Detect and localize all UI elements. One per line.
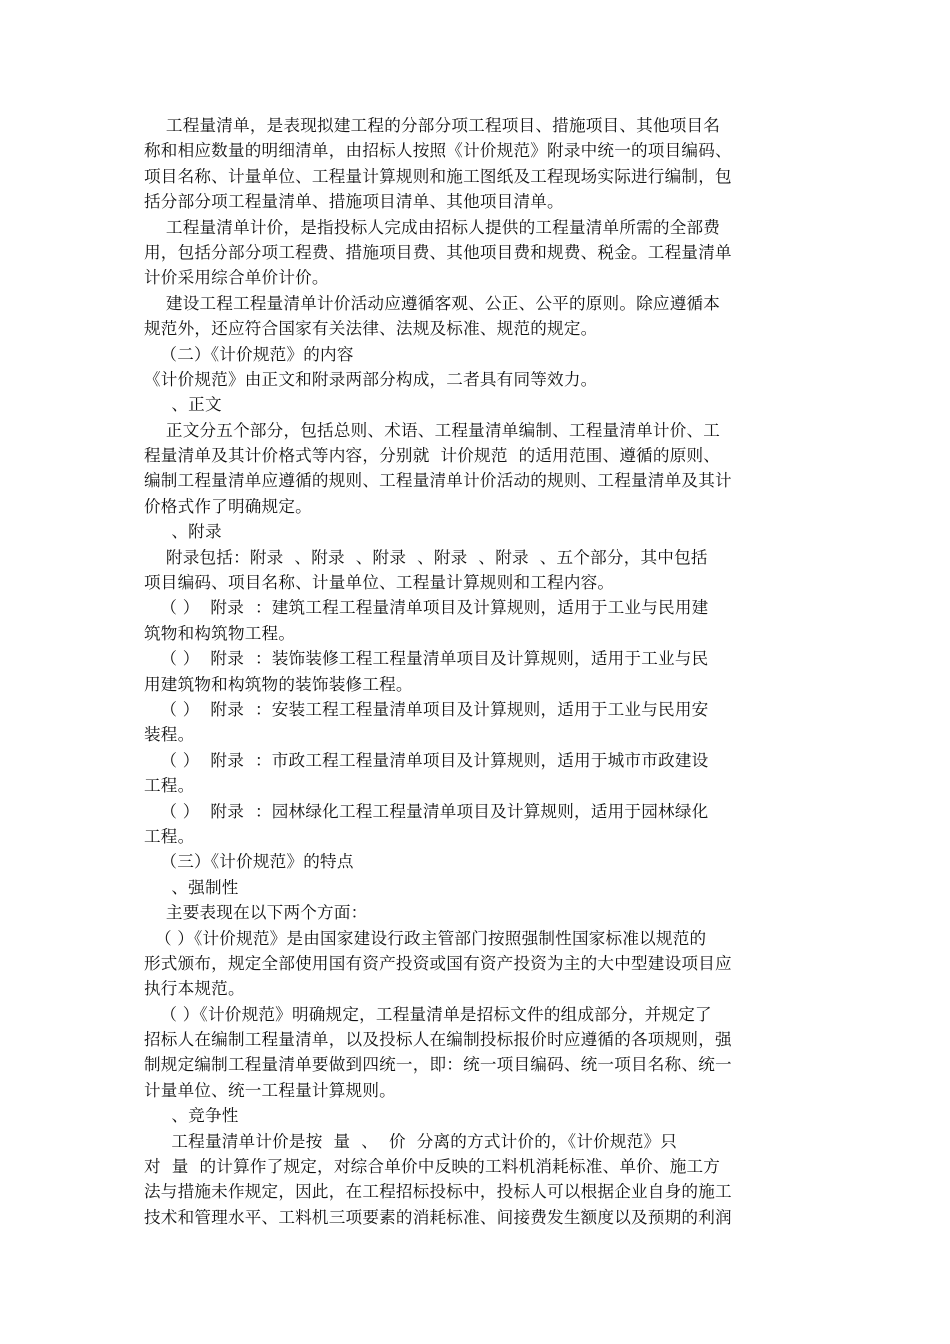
- text-line: 、竞争性: [144, 1106, 239, 1126]
- text-line: （ ） 附录 ：市政工程工程量清单项目及计算规则，适用于城市市政建设: [144, 750, 709, 770]
- text-line: （ ）《计价规范》是由国家建设行政主管部门按照强制性国家标准以规范的: [144, 928, 707, 948]
- text-line: 用，包括分部分项工程费、措施项目费、其他项目费和规费、税金。工程量清单: [144, 242, 732, 262]
- text-line: 用建筑物和构筑物的装饰装修工程。: [144, 674, 413, 694]
- text-line: （二）《计价规范》的内容: [144, 344, 354, 364]
- text-line: 括分部分项工程量清单、措施项目清单、其他项目清单。: [144, 192, 564, 212]
- text-line: 建设工程工程量清单计价活动应遵循客观、公正、公平的原则。除应遵循本: [144, 293, 721, 313]
- text-line: （三）《计价规范》的特点: [144, 852, 354, 872]
- text-line: 正文分五个部分，包括总则、术语、工程量清单编制、工程量清单计价、工: [144, 420, 721, 440]
- text-line: 价格式作了明确规定。: [144, 496, 312, 516]
- text-line: 计量单位、统一工程量计算规则。: [144, 1080, 396, 1100]
- text-line: 工程量清单计价，是指投标人完成由招标人提供的工程量清单所需的全部费: [144, 217, 721, 237]
- text-line: 装程。: [144, 725, 195, 745]
- text-line: 称和相应数量的明细清单，由招标人按照《计价规范》附录中统一的项目编码、: [144, 141, 732, 161]
- text-line: 、强制性: [144, 877, 239, 897]
- text-line: 程量清单及其计价格式等内容，分别就 计价规范 的适用范围、遵循的原则、: [144, 446, 721, 466]
- text-line: 法与措施未作规定，因此，在工程招标投标中，投标人可以根据企业自身的施工: [144, 1182, 732, 1202]
- text-line: 工程量清单，是表现拟建工程的分部分项工程项目、措施项目、其他项目名: [144, 116, 721, 135]
- text-line: 对 量 的计算作了规定，对综合单价中反映的工料机消耗标准、单价、施工方: [144, 1157, 721, 1177]
- text-line: 、正文: [144, 395, 222, 415]
- text-line: 规范外，还应符合国家有关法律、法规及标准、规范的规定。: [144, 319, 598, 339]
- document-body: [144, 113, 806, 1230]
- text-line: 执行本规范。: [144, 979, 245, 999]
- text-line: 、附录: [144, 522, 222, 542]
- text-line: （ ）《计价规范》明确规定，工程量清单是招标文件的组成部分，并规定了: [144, 1004, 712, 1024]
- text-line: 工程。: [144, 776, 195, 796]
- text-line: 筑物和构筑物工程。: [144, 623, 296, 643]
- text-line: 工程量清单计价是按 量 、 价 分离的方式计价的，《计价规范》只: [144, 1131, 678, 1151]
- text-line: （ ） 附录 ：安装工程工程量清单项目及计算规则，适用于工业与民用安: [144, 699, 709, 719]
- text-line: 招标人在编制工程量清单，以及投标人在编制投标报价时应遵循的各项规则，强: [144, 1030, 732, 1050]
- text-line: 项目编码、项目名称、计量单位、工程量计算规则和工程内容。: [144, 573, 615, 593]
- text-line: （ ） 附录 ：建筑工程工程量清单项目及计算规则，适用于工业与民用建: [144, 598, 709, 618]
- text-line: 工程。: [144, 826, 195, 846]
- text-line: （ ） 附录 ：园林绿化工程工程量清单项目及计算规则，适用于园林绿化: [144, 801, 709, 821]
- text-line: 《计价规范》由正文和附录两部分构成，二者具有同等效力。: [144, 369, 598, 389]
- text-line: （ ） 附录 ：装饰装修工程工程量清单项目及计算规则，适用于工业与民: [144, 649, 709, 669]
- text-line: 制规定编制工程量清单要做到四统一，即：统一项目编码、统一项目名称、统一: [144, 1055, 732, 1075]
- text-line: 项目名称、计量单位、工程量计算规则和施工图纸及工程现场实际进行编制，包: [144, 166, 732, 186]
- text-line: 附录包括：附录 、附录 、附录 、附录 、附录 、五个部分，其中包括: [144, 547, 708, 567]
- text-line: 形式颁布，规定全部使用国有资产投资或国有资产投资为主的大中型建设项目应: [144, 953, 732, 973]
- text-line: 编制工程量清单应遵循的规则、工程量清单计价活动的规则、工程量清单及其计: [144, 471, 732, 491]
- text-line: 技术和管理水平、工料机三项要素的消耗标准、间接费发生额度以及预期的利润: [144, 1207, 732, 1227]
- text-line: 计价采用综合单价计价。: [144, 268, 329, 288]
- text-line: 主要表现在以下两个方面：: [144, 903, 368, 923]
